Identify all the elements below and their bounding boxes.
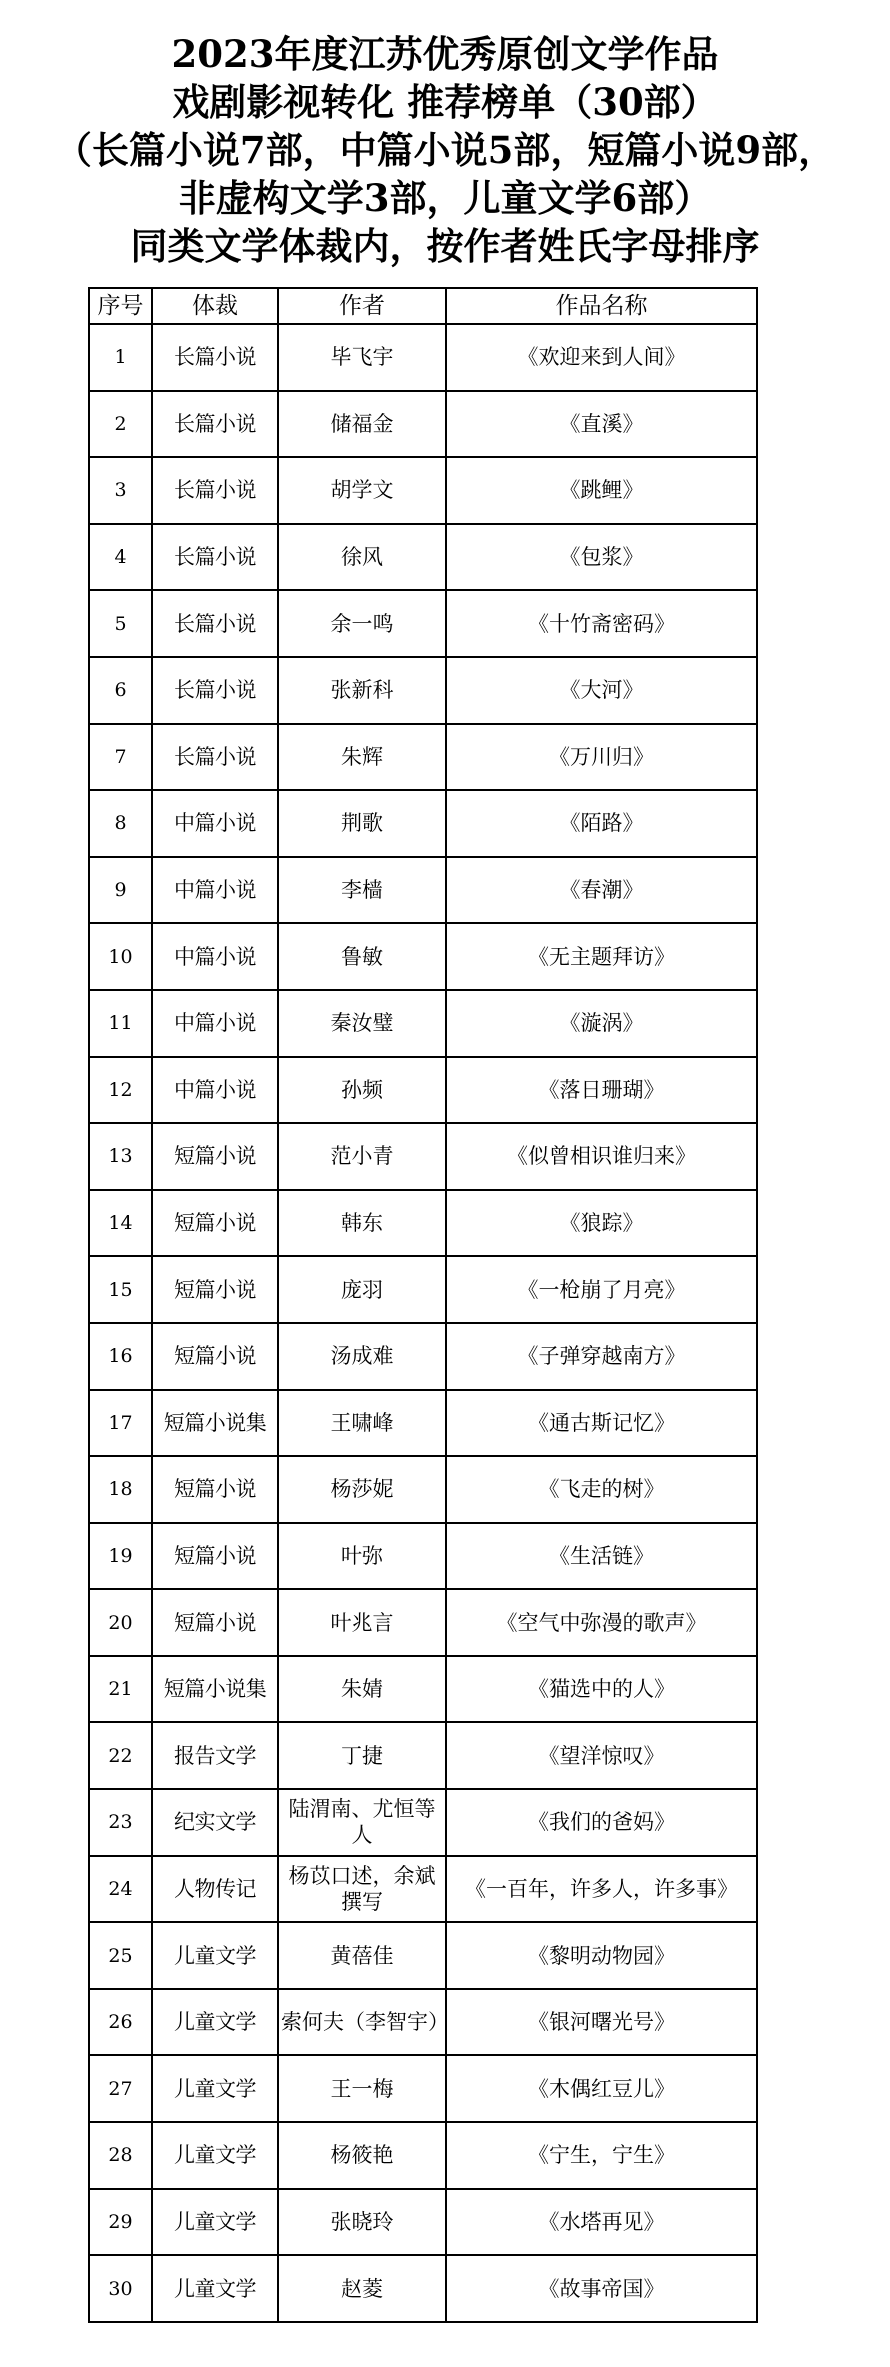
cell-author: 徐风 xyxy=(278,524,446,591)
table-row xyxy=(89,2255,757,2322)
table-row xyxy=(89,990,757,1057)
cell-work-title: 《似曾相识谁归来》 xyxy=(446,1123,757,1190)
header-index: 序号 xyxy=(89,288,152,324)
table-row xyxy=(89,590,757,657)
cell-work-title: 《陌路》 xyxy=(446,790,757,857)
cell-genre: 长篇小说 xyxy=(152,724,278,791)
table-row xyxy=(89,1656,757,1723)
cell-work-title: 《木偶红豆儿》 xyxy=(446,2055,757,2122)
table-row xyxy=(89,524,757,591)
cell-genre: 儿童文学 xyxy=(152,2122,278,2189)
cell-author: 张晓玲 xyxy=(278,2189,446,2256)
cell-author: 储福金 xyxy=(278,391,446,458)
cell-genre: 长篇小说 xyxy=(152,391,278,458)
table-row xyxy=(89,1789,757,1856)
table-row xyxy=(89,1256,757,1323)
table-row xyxy=(89,1856,757,1923)
cell-work-title: 《欢迎来到人间》 xyxy=(446,324,757,391)
table-row xyxy=(89,857,757,924)
cell-work-title: 《狼踪》 xyxy=(446,1190,757,1257)
cell-work-title: 《包浆》 xyxy=(446,524,757,591)
cell-genre: 中篇小说 xyxy=(152,923,278,990)
title-line-3: （长篇小说7部，中篇小说5部，短篇小说9部， xyxy=(54,128,836,172)
cell-work-title: 《跳鲤》 xyxy=(446,457,757,524)
cell-work-title: 《十竹斋密码》 xyxy=(446,590,757,657)
title-line-4: 非虚构文学3部，儿童文学6部） xyxy=(178,176,712,220)
cell-work-title: 《无主题拜访》 xyxy=(446,923,757,990)
cell-genre: 短篇小说集 xyxy=(152,1656,278,1723)
cell-genre: 长篇小说 xyxy=(152,590,278,657)
title-line-2: 戏剧影视转化 推荐榜单（30部） xyxy=(172,80,718,124)
cell-author: 孙频 xyxy=(278,1057,446,1124)
cell-author: 荆歌 xyxy=(278,790,446,857)
cell-work-title: 《生活链》 xyxy=(446,1523,757,1590)
cell-genre: 长篇小说 xyxy=(152,524,278,591)
cell-genre: 中篇小说 xyxy=(152,857,278,924)
cell-author: 王啸峰 xyxy=(278,1390,446,1457)
cell-genre: 纪实文学 xyxy=(152,1789,278,1856)
cell-author: 索何夫（李智宇） xyxy=(278,1989,446,2056)
cell-work-title: 《大河》 xyxy=(446,657,757,724)
cell-genre: 短篇小说 xyxy=(152,1589,278,1656)
cell-index: 22 xyxy=(89,1722,152,1789)
cell-index: 2 xyxy=(89,391,152,458)
cell-index: 21 xyxy=(89,1656,152,1723)
cell-genre: 长篇小说 xyxy=(152,324,278,391)
cell-index: 18 xyxy=(89,1456,152,1523)
cell-index: 28 xyxy=(89,2122,152,2189)
cell-index: 8 xyxy=(89,790,152,857)
cell-work-title: 《故事帝国》 xyxy=(446,2255,757,2322)
cell-author: 赵菱 xyxy=(278,2255,446,2322)
cell-author: 陆渭南、尤恒等人 xyxy=(278,1789,446,1856)
cell-author: 叶弥 xyxy=(278,1523,446,1590)
cell-work-title: 《飞走的树》 xyxy=(446,1456,757,1523)
table-body xyxy=(89,324,757,2322)
header-genre: 体裁 xyxy=(152,288,278,324)
cell-genre: 中篇小说 xyxy=(152,1057,278,1124)
cell-index: 25 xyxy=(89,1922,152,1989)
cell-index: 7 xyxy=(89,724,152,791)
cell-work-title: 《望洋惊叹》 xyxy=(446,1722,757,1789)
table-row xyxy=(89,1722,757,1789)
cell-work-title: 《一百年，许多人，许多事》 xyxy=(446,1856,757,1923)
table-row xyxy=(89,1123,757,1190)
cell-genre: 短篇小说集 xyxy=(152,1390,278,1457)
cell-genre: 人物传记 xyxy=(152,1856,278,1923)
recommendation-table xyxy=(88,287,758,2323)
title-line-5: 同类文学体裁内，按作者姓氏字母排序 xyxy=(130,224,760,268)
cell-author: 韩东 xyxy=(278,1190,446,1257)
table-row xyxy=(89,2122,757,2189)
cell-genre: 中篇小说 xyxy=(152,990,278,1057)
cell-index: 3 xyxy=(89,457,152,524)
header-work-title: 作品名称 xyxy=(446,288,757,324)
cell-author: 杨苡口述，余斌撰写 xyxy=(278,1856,446,1923)
cell-index: 11 xyxy=(89,990,152,1057)
table-row xyxy=(89,1523,757,1590)
cell-index: 13 xyxy=(89,1123,152,1190)
cell-genre: 短篇小说 xyxy=(152,1123,278,1190)
cell-author: 鲁敏 xyxy=(278,923,446,990)
cell-index: 17 xyxy=(89,1390,152,1457)
cell-genre: 短篇小说 xyxy=(152,1323,278,1390)
table-row xyxy=(89,324,757,391)
cell-index: 4 xyxy=(89,524,152,591)
table-row xyxy=(89,1190,757,1257)
cell-work-title: 《猫选中的人》 xyxy=(446,1656,757,1723)
table-row xyxy=(89,1922,757,1989)
cell-work-title: 《空气中弥漫的歌声》 xyxy=(446,1589,757,1656)
cell-author: 张新科 xyxy=(278,657,446,724)
cell-author: 胡学文 xyxy=(278,457,446,524)
cell-author: 王一梅 xyxy=(278,2055,446,2122)
cell-index: 23 xyxy=(89,1789,152,1856)
cell-author: 黄蓓佳 xyxy=(278,1922,446,1989)
table-row xyxy=(89,391,757,458)
cell-author: 李樯 xyxy=(278,857,446,924)
cell-work-title: 《直溪》 xyxy=(446,391,757,458)
cell-work-title: 《黎明动物园》 xyxy=(446,1922,757,1989)
cell-index: 30 xyxy=(89,2255,152,2322)
cell-work-title: 《落日珊瑚》 xyxy=(446,1057,757,1124)
cell-work-title: 《通古斯记忆》 xyxy=(446,1390,757,1457)
cell-work-title: 《漩涡》 xyxy=(446,990,757,1057)
cell-work-title: 《宁生，宁生》 xyxy=(446,2122,757,2189)
table-row xyxy=(89,790,757,857)
table-row xyxy=(89,724,757,791)
cell-index: 26 xyxy=(89,1989,152,2056)
cell-author: 丁捷 xyxy=(278,1722,446,1789)
table-row xyxy=(89,1989,757,2056)
cell-index: 19 xyxy=(89,1523,152,1590)
cell-genre: 儿童文学 xyxy=(152,2189,278,2256)
cell-index: 12 xyxy=(89,1057,152,1124)
cell-author: 杨筱艳 xyxy=(278,2122,446,2189)
table-row xyxy=(89,1323,757,1390)
cell-work-title: 《一枪崩了月亮》 xyxy=(446,1256,757,1323)
cell-index: 6 xyxy=(89,657,152,724)
cell-index: 29 xyxy=(89,2189,152,2256)
cell-index: 14 xyxy=(89,1190,152,1257)
cell-index: 5 xyxy=(89,590,152,657)
cell-index: 10 xyxy=(89,923,152,990)
cell-author: 毕飞宇 xyxy=(278,324,446,391)
cell-index: 27 xyxy=(89,2055,152,2122)
cell-index: 1 xyxy=(89,324,152,391)
cell-genre: 报告文学 xyxy=(152,1722,278,1789)
table-row xyxy=(89,657,757,724)
cell-work-title: 《银河曙光号》 xyxy=(446,1989,757,2056)
cell-work-title: 《子弹穿越南方》 xyxy=(446,1323,757,1390)
table-header-row xyxy=(89,288,757,324)
cell-author: 范小青 xyxy=(278,1123,446,1190)
table-row xyxy=(89,457,757,524)
table-row xyxy=(89,2055,757,2122)
cell-author: 庞羽 xyxy=(278,1256,446,1323)
cell-genre: 儿童文学 xyxy=(152,1989,278,2056)
cell-work-title: 《我们的爸妈》 xyxy=(446,1789,757,1856)
cell-work-title: 《春潮》 xyxy=(446,857,757,924)
cell-author: 秦汝璧 xyxy=(278,990,446,1057)
cell-index: 24 xyxy=(89,1856,152,1923)
cell-author: 杨莎妮 xyxy=(278,1456,446,1523)
cell-index: 9 xyxy=(89,857,152,924)
title-line-1: 2023年度江苏优秀原创文学作品 xyxy=(171,32,719,76)
cell-genre: 短篇小说 xyxy=(152,1523,278,1590)
table-row xyxy=(89,923,757,990)
cell-genre: 中篇小说 xyxy=(152,790,278,857)
cell-genre: 长篇小说 xyxy=(152,657,278,724)
table-row xyxy=(89,1390,757,1457)
table-row xyxy=(89,2189,757,2256)
table-row xyxy=(89,1589,757,1656)
table-row xyxy=(89,1057,757,1124)
cell-genre: 儿童文学 xyxy=(152,1922,278,1989)
page-title xyxy=(0,30,890,270)
cell-author: 余一鸣 xyxy=(278,590,446,657)
cell-index: 20 xyxy=(89,1589,152,1656)
cell-author: 汤成难 xyxy=(278,1323,446,1390)
table-row xyxy=(89,1456,757,1523)
cell-author: 朱婧 xyxy=(278,1656,446,1723)
cell-genre: 长篇小说 xyxy=(152,457,278,524)
cell-author: 叶兆言 xyxy=(278,1589,446,1656)
cell-index: 15 xyxy=(89,1256,152,1323)
cell-genre: 短篇小说 xyxy=(152,1256,278,1323)
cell-author: 朱辉 xyxy=(278,724,446,791)
cell-genre: 儿童文学 xyxy=(152,2055,278,2122)
cell-genre: 儿童文学 xyxy=(152,2255,278,2322)
cell-genre: 短篇小说 xyxy=(152,1456,278,1523)
cell-work-title: 《万川归》 xyxy=(446,724,757,791)
cell-genre: 短篇小说 xyxy=(152,1190,278,1257)
header-author: 作者 xyxy=(278,288,446,324)
cell-index: 16 xyxy=(89,1323,152,1390)
cell-work-title: 《水塔再见》 xyxy=(446,2189,757,2256)
